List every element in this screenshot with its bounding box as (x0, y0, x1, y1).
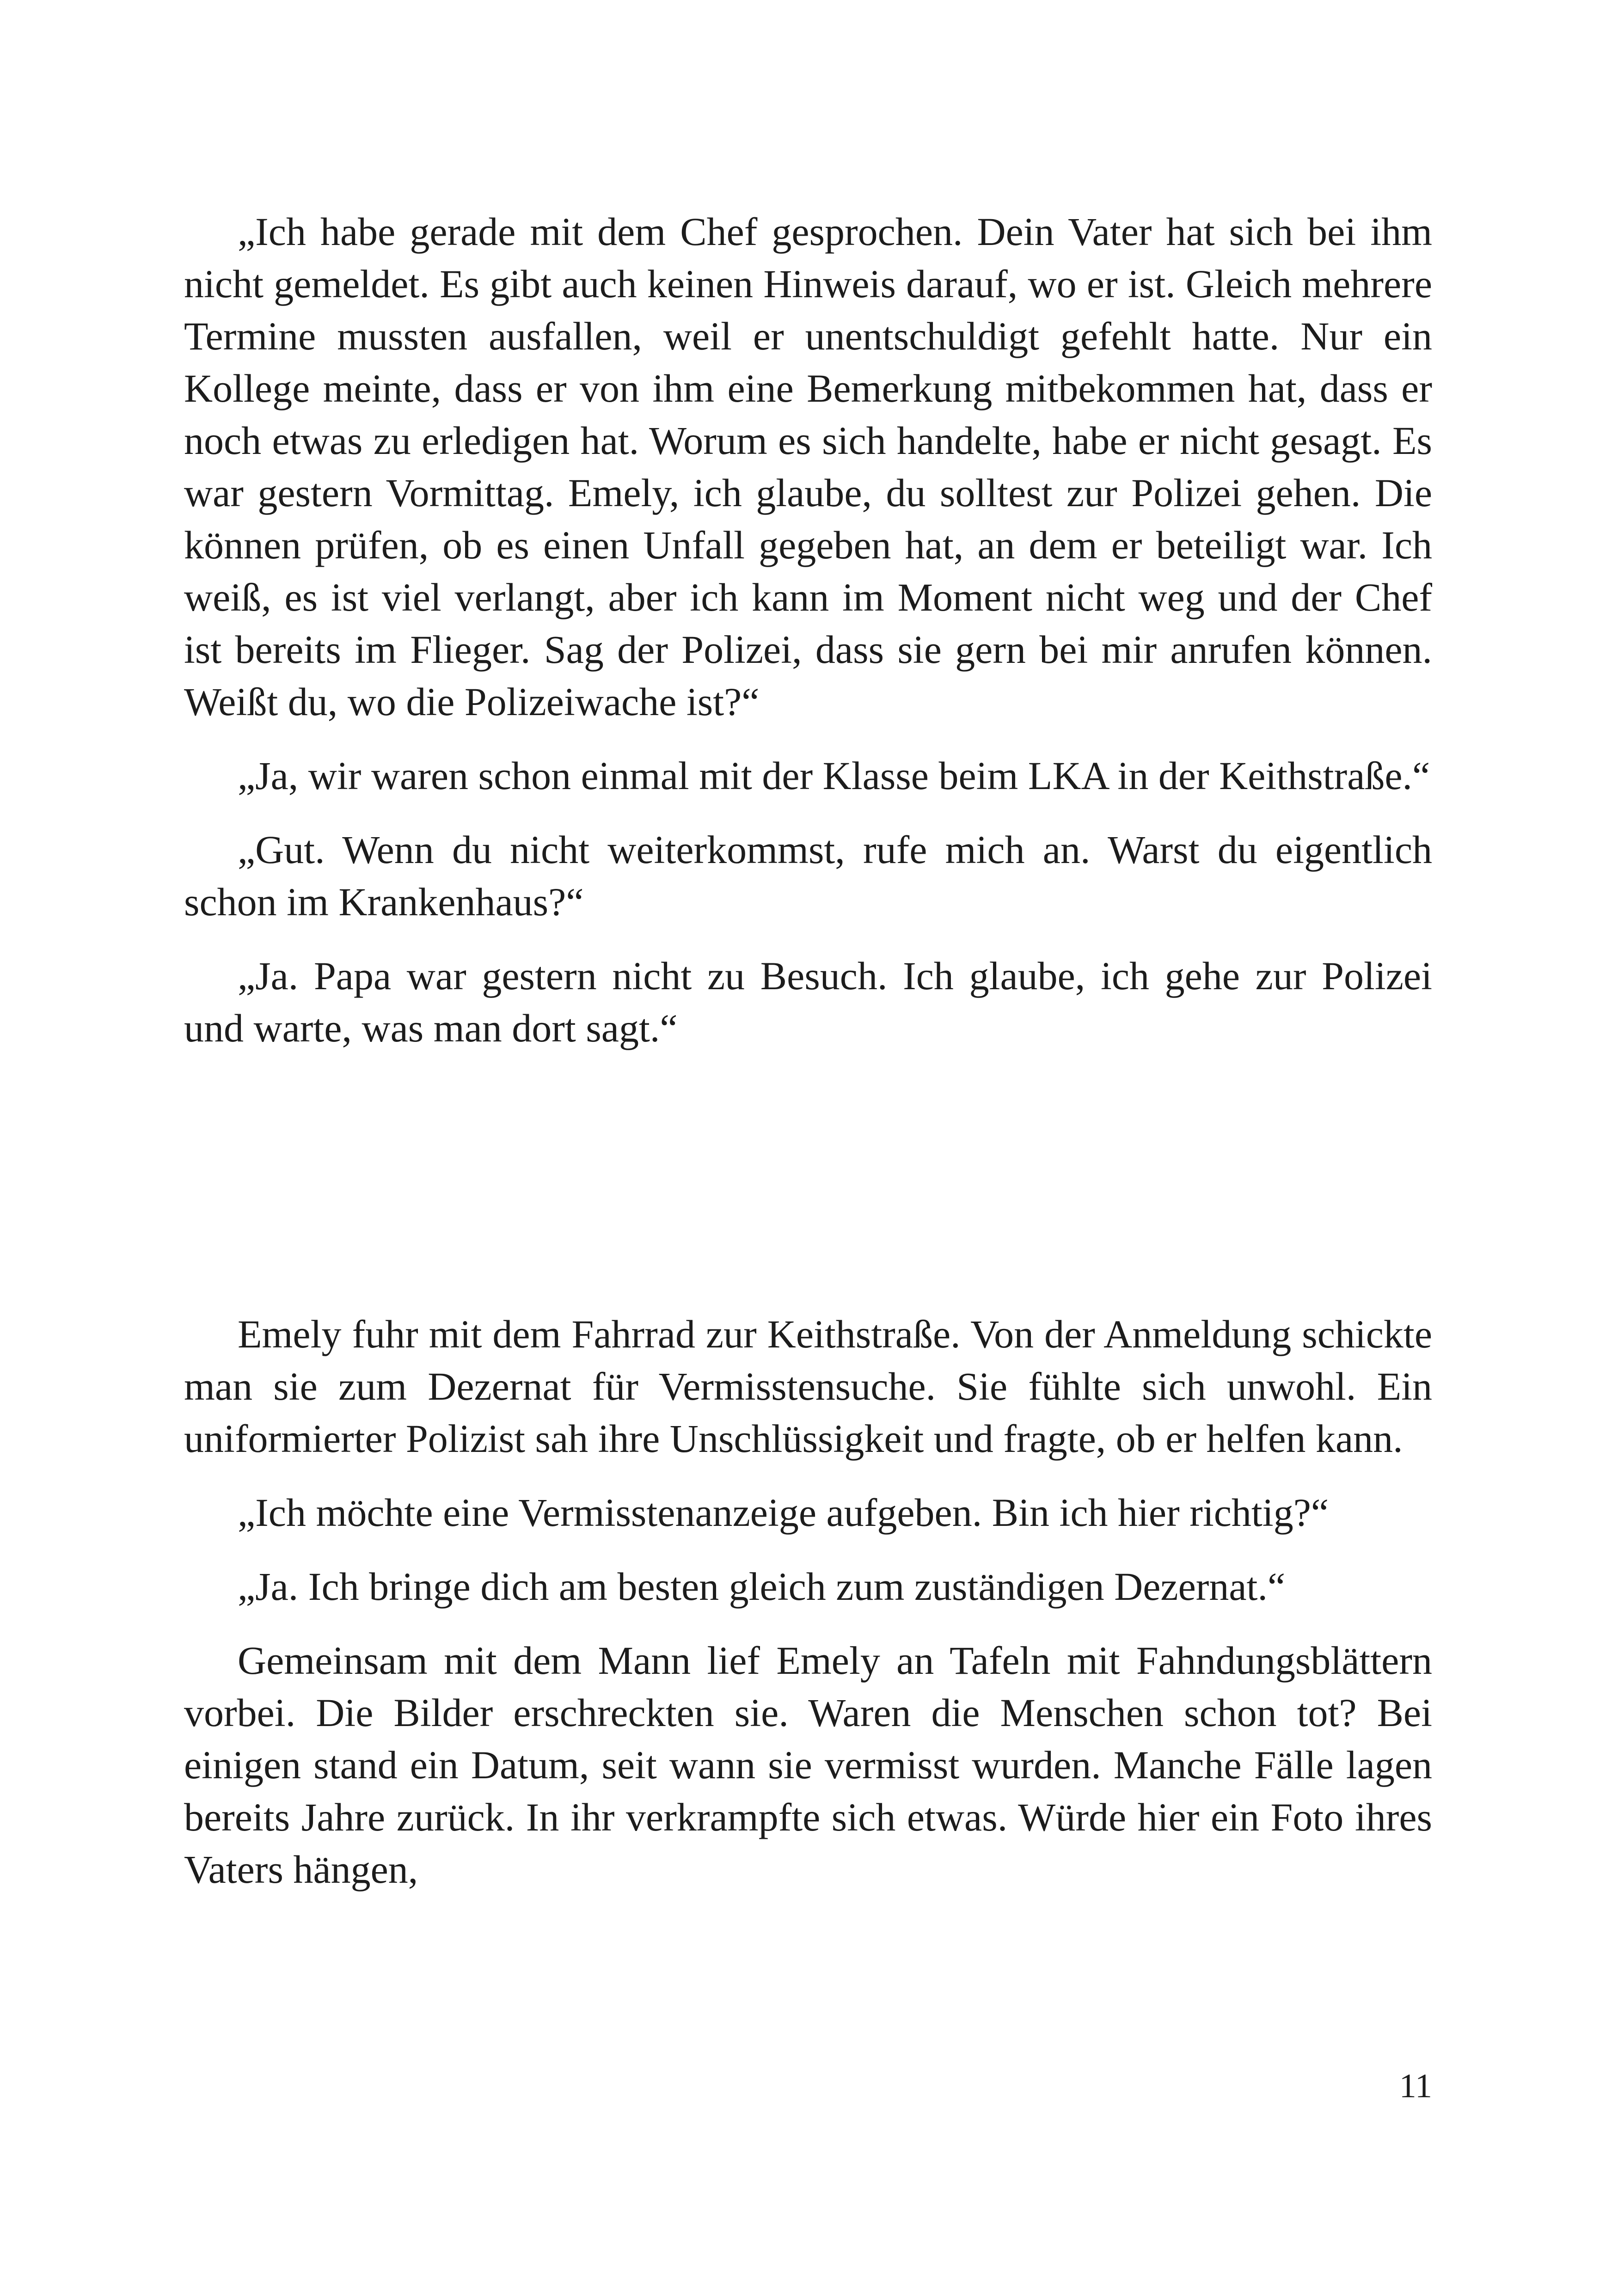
text-block-upper (184, 206, 1432, 1054)
paragraph: Gemeinsam mit dem Mann lief Emely an Tafeln mit Fahndungsblättern vorbei. Die Bilder erschreckten sie. Waren die Menschen schon tot? Bei einigen stand ein Datum, seit wann sie vermisst wurden. Manche Fälle lagen bereits Jahre zurück. In ihr verkrampfte sich etwas. Würde hier ein Foto ihres Vaters hängen, (184, 1638, 1432, 1892)
paragraph: „Ja, wir waren schon einmal mit der Klasse beim LKA in der Keithstraße.“ (238, 753, 1430, 798)
paragraph: „Ja. Ich bringe dich am besten gleich zum zuständigen Dezernat.“ (238, 1564, 1286, 1609)
text-block-lower (184, 1308, 1432, 1896)
paragraph: Emely fuhr mit dem Fahrrad zur Keithstraße. Von der Anmeldung schickte man sie zum Dezernat für Vermisstensuche. Sie fühlte sich unwohl. Ein uniformierter Polizist sah ihre Unschlüssigkeit und fragte, ob er helfen kann. (184, 1312, 1432, 1461)
paragraph: „Gut. Wenn du nicht weiterkommst, rufe mich an. Warst du eigentlich schon im Krankenhaus?“ (184, 827, 1432, 924)
paragraph: „Ja. Papa war gestern nicht zu Besuch. Ich glaube, ich gehe zur Polizei und warte, was man dort sagt.“ (184, 954, 1432, 1050)
paragraph: „Ich möchte eine Vermisstenanzeige aufgeben. Bin ich hier richtig?“ (238, 1490, 1329, 1535)
page-number: 11 (1399, 2067, 1432, 2105)
paragraph: „Ich habe gerade mit dem Chef gesprochen. Dein Vater hat sich bei ihm nicht gemeldet. Es gibt auch keinen Hinweis darauf, wo er ist. Gleich mehrere Termine mussten ausfallen, weil er unentschuldigt gefehlt hatte. Nur ein Kollege meinte, dass er von ihm eine Bemerkung mitbekommen hat, dass er noch etwas zu erledigen hat. Worum es sich handelte, habe er nicht gesagt. Es war gestern Vormittag. Emely, ich glaube, du solltest zur Polizei gehen. Die können prüfen, ob es einen Unfall gegeben hat, an dem er beteiligt war. Ich weiß, es ist viel verlangt, aber ich kann im Moment nicht weg und der Chef ist bereits im Flieger. Sag der Polizei, dass sie gern bei mir anrufen können. Weißt du, wo die Polizeiwache ist?“ (184, 209, 1432, 724)
